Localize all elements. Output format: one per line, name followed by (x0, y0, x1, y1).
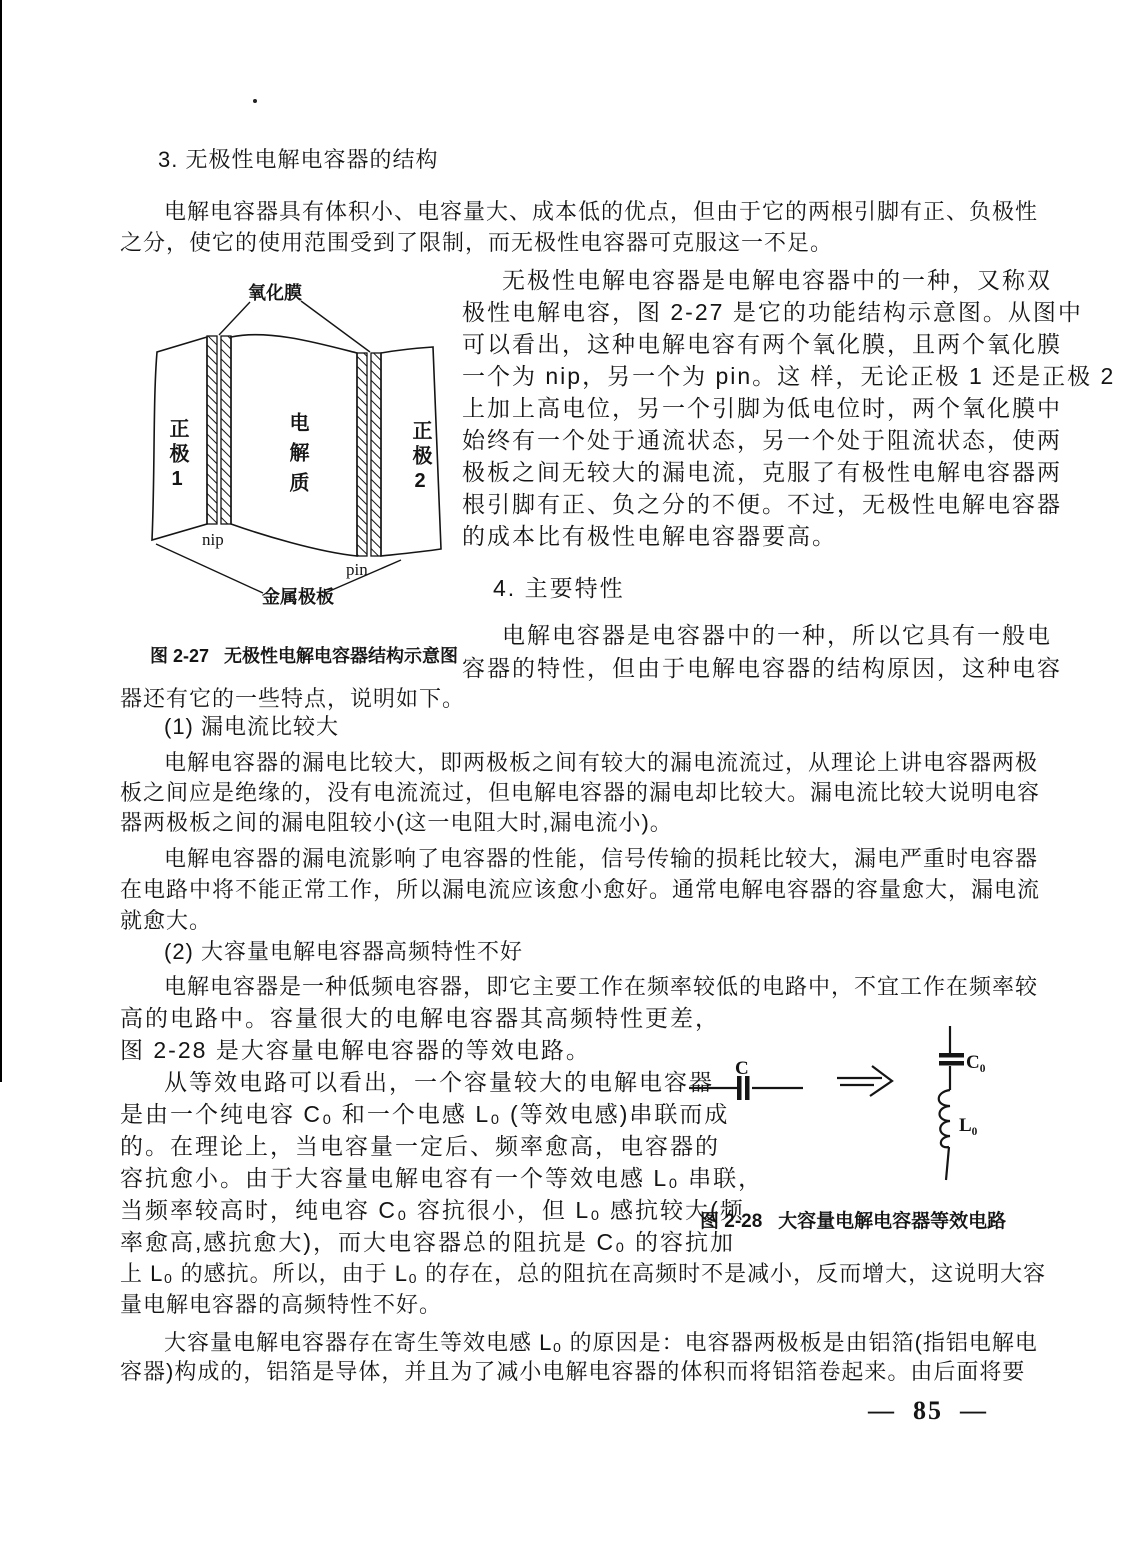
capacitor-plate (939, 1061, 964, 1066)
left-column-paragraph (120, 1002, 764, 1258)
text-line: 无极性电解电容器是电解电容器中的一种，又称双 (502, 267, 1052, 293)
section3-heading: 3. 无极性电解电容器的结构 (158, 147, 439, 172)
text-line: 的成本比有极性电解电容器要高。 (462, 523, 837, 549)
oxide-film-strip (221, 336, 231, 524)
text-line: 极板之间无较大的漏电流，克服了有极性电解电容器两 (462, 459, 1062, 485)
text-line: 就愈大。 (120, 908, 213, 933)
text-line: 电解电容器的漏电比较大，即两极板之间有较大的漏电流流过，从理论上讲电容器两极 (164, 750, 1039, 775)
figure-2-28-diagram (670, 1015, 1050, 1190)
right-column-paragraph2 (462, 619, 1062, 685)
capacitor-plate (939, 1053, 964, 1058)
pointer-line (156, 544, 263, 593)
capacitor-c0-label: C₀ (966, 1052, 986, 1073)
text-line: 在电路中将不能正常工作，所以漏电流应该愈小愈好。通常电解电容器的容量愈大，漏电流 (120, 877, 1041, 902)
text-line: 图 2-28 是大容量电解电容器的等效电路。 (120, 1037, 591, 1063)
leak-paragraph-2 (120, 843, 1060, 936)
body-line: 电解电容器是一种低频电容器，即它主要工作在频率较低的电路中，不宜工作在频率较 (164, 974, 1039, 999)
text-line: 当频率较高时，纯电容 C₀ 容抗很小，但 L₀ 感抗较大(频 (120, 1197, 745, 1223)
figure-2-28-caption: 图 2-28 大容量电解电容器等效电路 (700, 1211, 1007, 1232)
arrow-icon (837, 1066, 892, 1096)
item2-heading: (2) 大容量电解电容器高频特性不好 (164, 939, 524, 964)
text-line: 可以看出，这种电解电容有两个氧化膜，且两个氧化膜 (462, 331, 1062, 357)
text-line: 之分，使它的使用范围受到了限制，而无极性电容器可克服这一不足。 (120, 230, 834, 255)
oxide-film-strip (357, 353, 367, 556)
text-line: 容器的特性，但由于电解电容器的结构原因，这种电容 (462, 655, 1062, 681)
wire (946, 1147, 949, 1180)
intro-paragraph (120, 196, 1039, 258)
nip-label: nip (202, 530, 224, 549)
text-line: 的。在理论上，当电容量一定后、频率愈高，电容器的 (120, 1133, 720, 1159)
text-line: 容器)构成的，铝箔是导体，并且为了减小电解电容器的体积而将铝箔卷起来。由后面将要 (120, 1359, 1026, 1384)
text-line: 上 L₀ 的感抗。所以，由于 L₀ 的存在，总的阻抗在高频时不是减小，反而增大，这说明大容 (120, 1261, 1047, 1286)
anode1-label: 正极1 (166, 418, 188, 495)
text-line: 量电解电容器的高频特性不好。 (120, 1292, 443, 1317)
page-number: — 85 — (868, 1396, 988, 1425)
inductor-l0-label: L₀ (959, 1115, 978, 1136)
text-line: 电解电容器的漏电流影响了电容器的性能，信号传输的损耗比较大，漏电严重时电容器 (164, 846, 1039, 871)
text-line: 板之间应是绝缘的，没有电流流过，但电解电容器的漏电却比较大。漏电流比较大说明电容 (120, 780, 1041, 805)
right-column-paragraph (462, 264, 1116, 552)
text-line: 上加上高电位，另一个引脚为低电位时，两个氧化膜中 (462, 395, 1062, 421)
scan-speck (253, 99, 257, 103)
text-line: 大容量电解电容器存在寄生等效电感 L₀ 的原因是：电容器两极板是由铝箔(指铝电解电 (164, 1330, 1038, 1355)
text-line: 根引脚有正、负之分的不便。不过，无极性电解电容器 (462, 491, 1062, 517)
text-line: 始终有一个处于通流状态，另一个处于阻流状态，使两 (462, 427, 1062, 453)
body-line: 器还有它的一些特点，说明如下。 (120, 686, 466, 711)
pin-label: pin (346, 560, 368, 579)
electrolyte-label: 电解质 (286, 412, 308, 502)
oxide-film-strip (371, 353, 381, 556)
text-line: 是由一个纯电容 C₀ 和一个电感 L₀ (等效电感)串联而成 (120, 1101, 730, 1127)
text-line: 极性电解电容，图 2-27 是它的功能结构示意图。从图中 (462, 299, 1083, 325)
item1-heading: (1) 漏电流比较大 (164, 714, 340, 739)
text-line: 电解电容器是电容器中的一种，所以它具有一般电 (502, 622, 1052, 648)
oxide-film-strip (207, 336, 217, 524)
text-line: 从等效电路可以看出，一个容量较大的电解电容器 (164, 1069, 714, 1095)
capacitor-plate (737, 1076, 742, 1100)
capacitor-plate (745, 1076, 750, 1100)
text-line: 率愈高,感抗愈大)，而大电容器总的阻抗是 C₀ 的容抗加 (120, 1229, 735, 1255)
anode2-label: 正极2 (409, 420, 431, 497)
text-line: 高的电路中。容量很大的电解电容器其高频特性更差， (120, 1005, 720, 1031)
hf-tail-paragraph (120, 1258, 1060, 1320)
figure-2-27-caption: 图 2-27 无极性电解电容器结构示意图 (150, 646, 459, 666)
metal-plate-label: 金属极板 (262, 587, 334, 607)
text-line: 容抗愈小。由于大容量电解电容有一个等效电感 L₀ 串联， (120, 1165, 764, 1191)
reason-paragraph (120, 1328, 1060, 1386)
capacitor-c-label: C (735, 1058, 749, 1079)
text-line: 电解电容器具有体积小、电容量大、成本低的优点，但由于它的两根引脚有正、负极性 (164, 199, 1039, 224)
text-line: 器两极板之间的漏电阻较小(这一电阻大时,漏电流小)。 (120, 810, 673, 835)
inductor-coil (939, 1090, 950, 1147)
text-line: 一个为 nip，另一个为 pin。这 样，无论正极 1 还是正极 2 (462, 363, 1116, 389)
pointer-line (219, 302, 250, 335)
scan-edge-artifact (0, 0, 2, 1082)
leak-paragraph-1 (120, 748, 1060, 838)
oxide-film-label: 氧化膜 (248, 283, 302, 303)
section4-heading: 4. 主要特性 (493, 575, 625, 601)
